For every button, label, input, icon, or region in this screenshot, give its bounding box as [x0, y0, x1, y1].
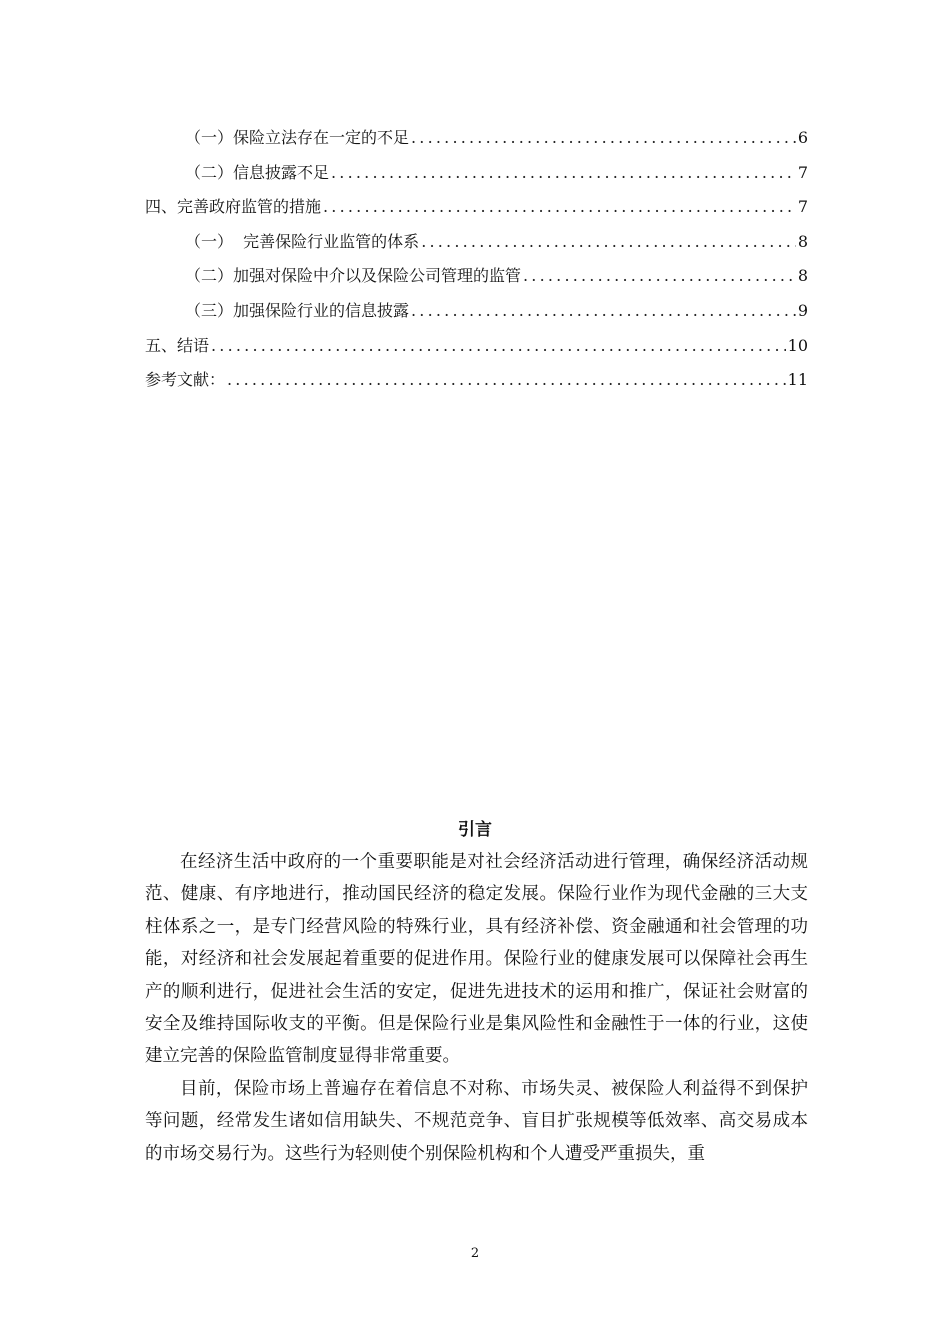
toc-dot-leader [323, 197, 796, 216]
toc-entry[interactable] [145, 125, 808, 160]
toc-entry-label: （一） 完善保险行业监管的体系 [185, 231, 420, 251]
toc-entry-label: 五、结语 [145, 335, 210, 355]
toc-dot-leader [421, 232, 796, 251]
toc-entry-label: （一）保险立法存在一定的不足 [185, 128, 410, 147]
toc-entry-label: （二）信息披露不足 [185, 162, 330, 182]
toc-entry-page: 7 [797, 197, 808, 217]
toc-entry[interactable] [145, 367, 808, 402]
toc-entry-page: 11 [787, 370, 808, 390]
toc-entry[interactable] [145, 333, 808, 368]
toc-dot-leader [411, 301, 796, 320]
toc-entry-page: 10 [787, 335, 808, 355]
toc-entry-label: 四、完善政府监管的措施 [145, 197, 322, 217]
toc-dot-leader [227, 370, 786, 389]
toc-entry[interactable] [145, 160, 808, 195]
section-body [145, 846, 808, 1170]
toc-entry-page: 8 [797, 231, 808, 251]
toc-entry-label: （三）加强保险行业的信息披露 [185, 300, 410, 320]
toc-entry[interactable] [145, 194, 808, 229]
table-of-contents [145, 125, 808, 402]
toc-entry[interactable] [145, 298, 808, 333]
page-number: 2 [470, 1246, 480, 1261]
paragraph: 在经济生活中政府的一个重要职能是对社会经济活动进行管理，确保经济活动规范、健康、有序地进行，推动国民经济的稳定发展。保险行业作为现代金融的三大支柱体系之一，是专门经营风险的特殊行业，具有经济补偿、资金融通和社会管理的功能，对经济和社会发展起着重要的促进作用。保险行业的健康发展可以保障社会再生产的顺利进行，促进社会生活的安定，促进先进技术的运用和推广，保证社会财富的安全及维持国际收支的平衡。但是保险行业是集风险性和金融性于一体的行业，这使建立完善的保险监管制度显得非常重要。 [145, 852, 808, 1067]
paragraph: 目前，保险市场上普遍存在着信息不对称、市场失灵、被保险人利益得不到保护等问题，经常发生诸如信用缺失、不规范竞争、盲目扩张规模等低效率、高交易成本的市场交易行为。这些行为轻则使个别保险机构和个人遭受严重损失，重 [145, 1078, 808, 1164]
toc-dot-leader [211, 336, 786, 355]
toc-entry-page: 7 [797, 162, 808, 182]
toc-entry-page: 9 [797, 300, 808, 320]
toc-dot-leader [411, 128, 796, 147]
toc-entry[interactable] [145, 229, 808, 264]
toc-entry-page: 8 [797, 266, 808, 286]
toc-entry-page: 6 [797, 128, 808, 147]
toc-dot-leader [331, 163, 796, 182]
section-heading: 引言 [458, 820, 492, 840]
toc-entry-label: 参考文献： [145, 370, 226, 390]
toc-entry[interactable] [145, 263, 808, 298]
toc-dot-leader [523, 266, 796, 285]
toc-entry-label: （二）加强对保险中介以及保险公司管理的监管 [185, 266, 522, 286]
